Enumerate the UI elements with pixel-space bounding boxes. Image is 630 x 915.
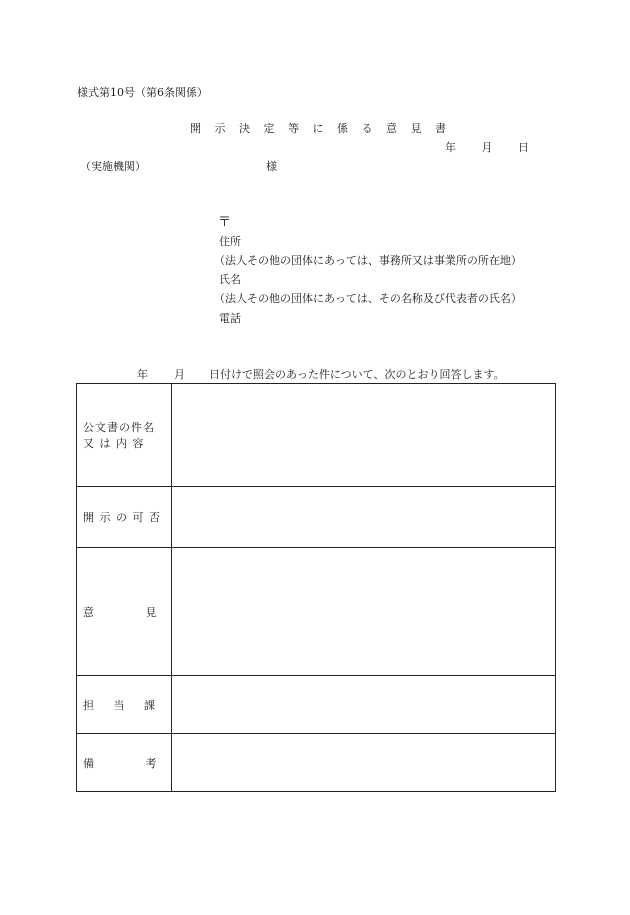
table-row-remarks <box>77 734 556 792</box>
table-row-disclosure <box>77 487 556 548</box>
opinion-label-cell <box>77 548 172 676</box>
table-row-person <box>77 676 556 734</box>
document-content-cell[interactable] <box>172 384 556 487</box>
person-label-cell <box>77 676 172 734</box>
phone-label: 電話 <box>219 312 241 325</box>
date-month: 月 <box>481 141 493 154</box>
disclosure-content-cell[interactable] <box>172 487 556 548</box>
postal-mark: 〒 <box>218 215 232 230</box>
date-year: 年 <box>445 141 456 154</box>
reply-text: 日付けで照会のあった件について、次のとおり回答します。 <box>209 368 505 381</box>
reply-month: 月 <box>174 368 185 381</box>
table-row-document <box>77 384 556 487</box>
document-title <box>190 123 447 134</box>
recipient-honorific: 様 <box>266 160 277 173</box>
address-label: 住所 <box>219 235 241 248</box>
opinion-label: 意 見 <box>83 605 157 619</box>
document-label-line1: 公文書の件名 <box>83 421 155 434</box>
person-content-cell[interactable] <box>172 676 556 734</box>
recipient-agency: （実施機関） <box>80 160 146 173</box>
document-title-text: 開 示 決 定 等 に 係 る 意 見 書 <box>190 122 447 135</box>
disclosure-label: 開 示 の 可 否 <box>83 511 161 524</box>
form-number: 様式第10号（第6条関係） <box>77 86 208 99</box>
address-note: （法人その他の団体にあっては、事務所又は事業所の所在地） <box>214 254 522 267</box>
disclosure-label-cell <box>77 487 172 548</box>
document-label-cell <box>77 384 172 487</box>
remarks-content-cell[interactable] <box>172 734 556 792</box>
date-day: 日 <box>518 141 529 154</box>
opinion-table <box>76 383 556 792</box>
name-label: 氏名 <box>219 273 241 286</box>
name-note: （法人その他の団体にあっては、その名称及び代表者の氏名） <box>214 292 522 305</box>
date-fields <box>445 142 551 153</box>
reply-year: 年 <box>137 368 148 381</box>
reply-statement <box>137 369 505 380</box>
person-label: 担 当 課 <box>83 698 155 712</box>
table-row-opinion <box>77 548 556 676</box>
remarks-label-cell <box>77 734 172 792</box>
opinion-content-cell[interactable] <box>172 548 556 676</box>
remarks-label: 備 考 <box>83 756 157 770</box>
document-label-line2: 又 は 内 容 <box>83 437 145 450</box>
